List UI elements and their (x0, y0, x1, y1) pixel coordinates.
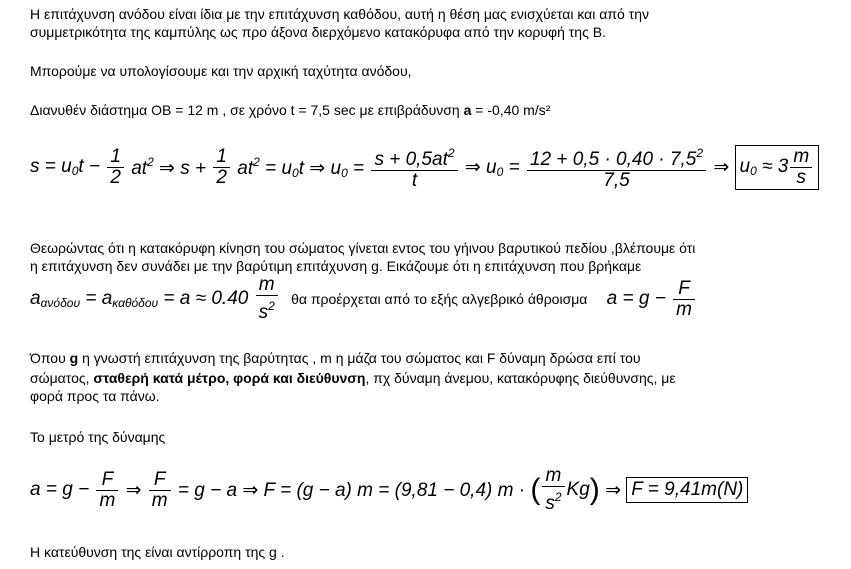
paragraph-where-line2: σώματος, σταθερή κατά μέτρο, φορά και διεύθυνση, πχ δύναμη άνεμου, κατακόρυφης διεύθυνσης, με (30, 370, 676, 386)
given-data-value: = -0,40 m/s² (471, 102, 551, 118)
eq1-unit-fraction: $\frac{m}{s}$ (790, 147, 812, 188)
given-data-text: Διανυθέν διάστημα ΟΒ = 12 m , σε χρόνο t = 7,5 sec με επιβράδυνση (30, 102, 464, 118)
eq1-lhs: $s = u_0t$ − (30, 156, 101, 178)
eq3-paren-close: ) (589, 473, 600, 506)
eq2-unit-fraction: $\frac{m}{s^2}$ (256, 275, 278, 323)
eq1-result-box: $u_0 \approx 3$ $\frac{m}{s}$ (735, 145, 820, 190)
eq2-F-over-m: $\frac{F}{m}$ (673, 279, 695, 320)
eq2-rhs: a = g − (606, 288, 666, 309)
where-bold-phrase: σταθερή κατά μέτρο, φορά και διεύθυνση (93, 370, 366, 386)
eq3-F-over-m-2: $\frac{F}{m}$ (149, 470, 171, 511)
eq3-kg: Kg (566, 479, 590, 500)
where-g-symbol: g (69, 350, 79, 366)
eq3-paren-open: ( (530, 473, 541, 506)
eq1-arrow-2: ⇒ $u_0$ = (464, 156, 520, 179)
eq1-half-fraction-2: $\frac{1}{2}$ (213, 147, 230, 188)
paragraph-where-line3: φορά προς τα πάνω. (30, 388, 160, 404)
eq1-half-fraction: $\frac{1}{2}$ (107, 147, 124, 188)
eq3-lhs: a = g − (30, 479, 90, 500)
eq2-text: θα προέρχεται από το εξής αλγεβρικό άθροισμα (291, 291, 588, 307)
eq3-unit-fraction: $\frac{m}{s^2}$ (542, 466, 564, 514)
paragraph-gravity-line1: Θεωρώντας ότι η κατακόρυφη κίνηση του σώματος γίνεται εντος του γήινου βαρυτικού πεδίου ,βλέπουμε ότι (30, 240, 696, 256)
paragraph-intro-line2: συμμετρικότητα της καμπύλης ως προ άξονα διερχόμενο κατακόρυφα από την κορυφή της Β. (30, 24, 606, 40)
eq1-numeric-fraction: $\frac{12 + 0,5 \cdot 0,40 \cdot 7,5^2}{7,5}$ (527, 143, 706, 191)
paragraph-intro-line1: Η επιτάχυνση ανόδου είναι ίδια με την επιτάχυνση καθόδου, αυτή η θέση μας ενισχύεται και από την (30, 6, 649, 22)
equation-acceleration-sum (30, 275, 697, 323)
paragraph-given-data (30, 102, 550, 119)
paragraph-direction: Η κατεύθυνση της είναι αντίρροπη της g . (30, 544, 285, 560)
eq1-arrow-3: ⇒ (713, 156, 730, 178)
eq1-at-squared: $at^2$ ⇒ s + (131, 154, 207, 179)
eq3-result-box: F = 9,41m(N) (626, 477, 748, 503)
given-data-a-symbol: a (463, 102, 472, 118)
eq3-rhs1: = g − a ⇒ F = (g − a) m = (9,81 − 0,4) m · (177, 479, 526, 501)
paragraph-force-magnitude: Το μετρό της δύναμης (30, 429, 166, 445)
paragraph-gravity-line2: η επιτάχυνση δεν συνάδει με την βαρύτιμη επιτάχυνση g. Εικάζουμε ότι η επιτάχυνση που βρήκαμε (30, 258, 642, 274)
eq1-symbolic-fraction: $\frac{s + 0,5at^2}{t}$ (371, 143, 457, 191)
eq2-lhs: $a_{\alpha\nu ό\delta o\upsilon} = a_{\kappa\alpha\theta ό\delta o\upsilon} = a \approx 0.40$ (30, 288, 249, 310)
paragraph-initial-velocity: Μπορούμε να υπολογίσουμε και την αρχική ταχύτητα ανόδου, (30, 63, 412, 79)
equation-force (30, 466, 748, 514)
equation-initial-velocity (30, 143, 819, 191)
eq3-arrow-1: ⇒ (125, 479, 142, 501)
eq3-arrow-2: ⇒ (605, 479, 621, 501)
eq3-F-over-m-1: $\frac{F}{m}$ (96, 470, 118, 511)
eq1-middle: $at^2 = u_0t$ ⇒ $u_0$ = (237, 154, 365, 180)
paragraph-where-line1: Όπου g η γνωστή επιτάχυνση της βαρύτητας , m η μάζα του σώματος και F δύναμη δρώσα επί του (30, 350, 641, 366)
